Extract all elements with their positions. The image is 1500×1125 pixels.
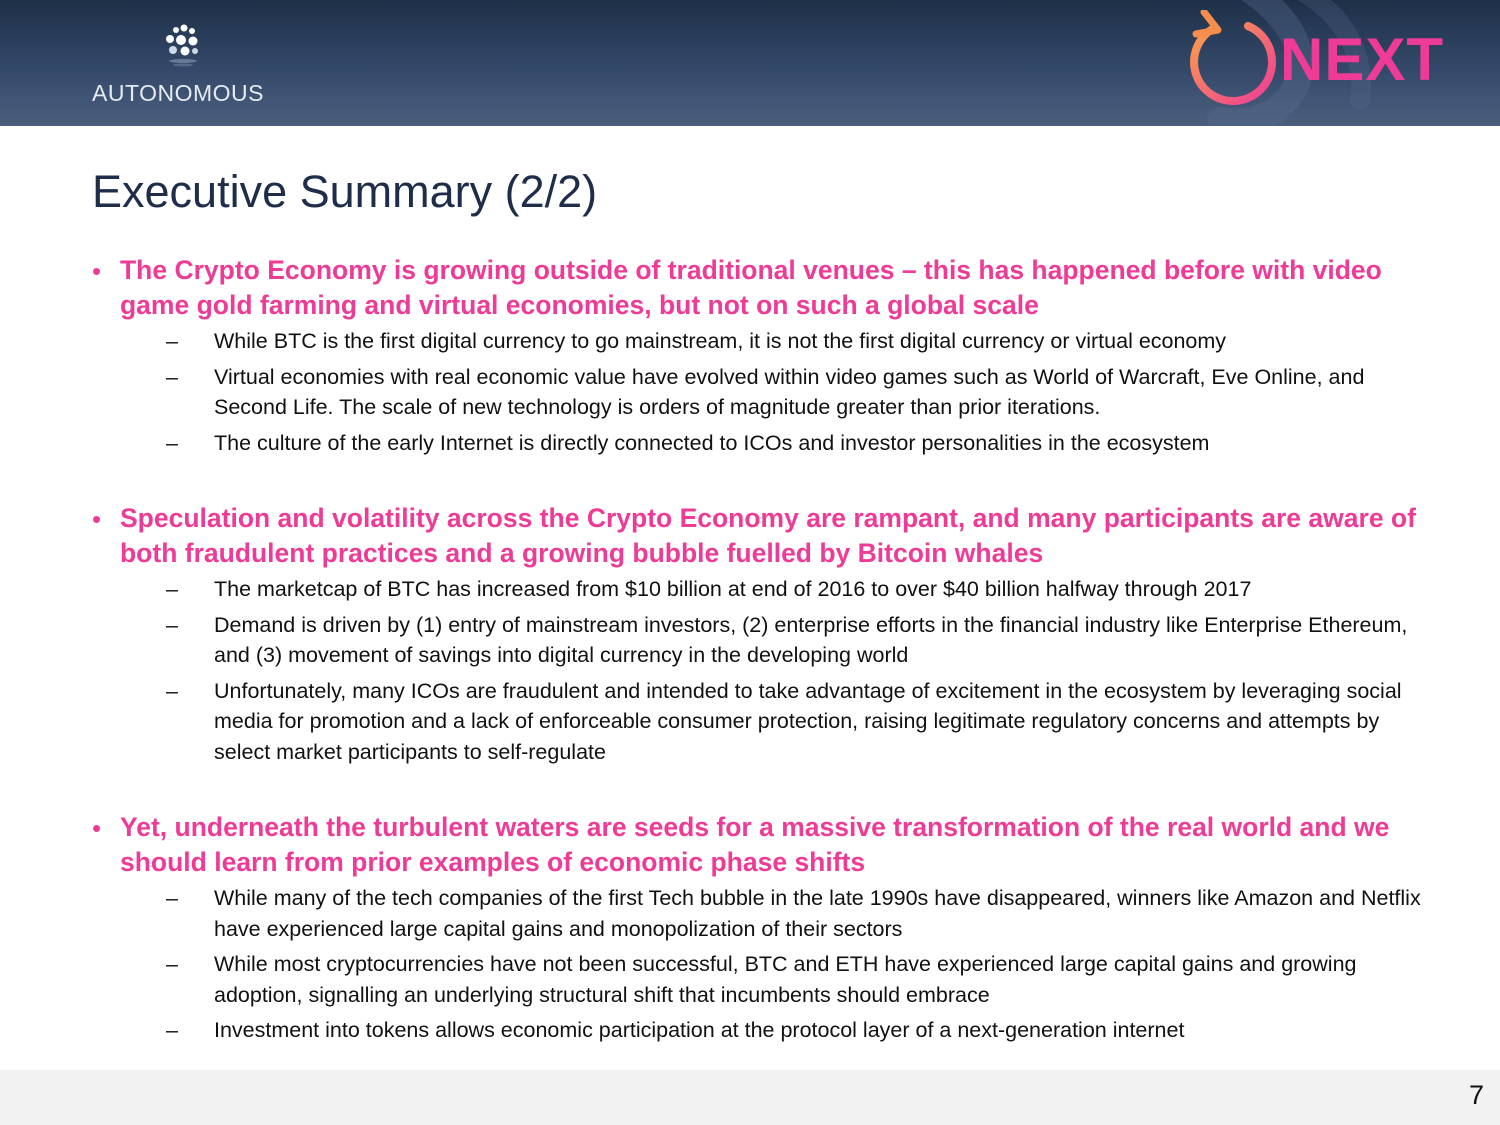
sub-bullet-text: Demand is driven by (1) entry of mainstream investors, (2) enterprise efforts in the financial industry like Enterprise Ethereum, and (3) movement of savings into digital currency in the developing world bbox=[214, 612, 1408, 667]
sub-bullet-text: While most cryptocurrencies have not been successful, BTC and ETH have experienced large capital gains and growing adoption, signalling an underlying structural shift that incumbents should embrace bbox=[214, 952, 1357, 1007]
sub-bullet-list bbox=[92, 326, 1432, 458]
sub-bullet bbox=[92, 883, 1432, 944]
bullet-point-icon: • bbox=[92, 504, 102, 534]
main-bullet bbox=[92, 501, 1432, 570]
sub-bullet-text: Unfortunately, many ICOs are fraudulent and intended to take advantage of excitement in the ecosystem by leveraging social media for promotion and a lack of enforceable consumer protection, raising legitimate regulatory concerns and attempts by select market participants to self-regulate bbox=[214, 678, 1402, 764]
next-logo-text: NEXT bbox=[1280, 26, 1445, 93]
sub-bullet-text: Virtual economies with real economic value have evolved within video games such as World of Warcraft, Eve Online, and Second Life. The scale of new technology is orders of magnitude greater than prior iterations. bbox=[214, 364, 1365, 419]
sub-bullet-list bbox=[92, 574, 1432, 767]
sub-bullet bbox=[92, 949, 1432, 1010]
slide-footer bbox=[0, 1070, 1500, 1125]
autonomous-logo bbox=[92, 24, 277, 106]
main-bullet bbox=[92, 810, 1432, 879]
main-bullet-text: The Crypto Economy is growing outside of traditional venues – this has happened before with video game gold farming and virtual economies, but not on such a global scale bbox=[120, 255, 1382, 320]
sub-bullet bbox=[92, 428, 1432, 459]
dash-icon: – bbox=[166, 430, 178, 455]
sub-bullet bbox=[92, 676, 1432, 768]
slide-header bbox=[0, 0, 1500, 126]
bullet-point-icon: • bbox=[92, 813, 102, 843]
sub-bullet bbox=[92, 610, 1432, 671]
dash-icon: – bbox=[166, 1018, 178, 1042]
sub-bullet bbox=[92, 574, 1432, 605]
dash-icon: – bbox=[166, 612, 178, 637]
sub-bullet-text: While many of the tech companies of the first Tech bubble in the late 1990s have disappeared, winners like Amazon and Netflix have experienced large capital gains and monopolization of their sectors bbox=[214, 886, 1421, 941]
dash-icon: – bbox=[166, 678, 178, 703]
sub-bullet-text: The marketcap of BTC has increased from $10 billion at end of 2016 to over $40 billion halfway through 2017 bbox=[214, 577, 1252, 601]
dash-icon: – bbox=[166, 364, 178, 389]
page-number: 7 bbox=[1468, 1080, 1484, 1110]
sub-bullet-text: Investment into tokens allows economic participation at the protocol layer of a next-generation internet bbox=[214, 1018, 1185, 1042]
circular-refresh-arrow-icon bbox=[1182, 10, 1282, 114]
sub-bullet bbox=[92, 326, 1432, 357]
dash-icon: – bbox=[166, 329, 178, 353]
dash-icon: – bbox=[166, 952, 178, 976]
autonomous-dots-logo-icon bbox=[162, 24, 204, 68]
dash-icon: – bbox=[166, 577, 178, 601]
summary-section-2 bbox=[92, 501, 1432, 767]
autonomous-logo-text: AUTONOMOUS bbox=[92, 80, 264, 106]
next-logo bbox=[1180, 10, 1450, 114]
sub-bullet-text: The culture of the early Internet is directly connected to ICOs and investor personalities in the ecosystem bbox=[214, 430, 1210, 455]
main-bullet bbox=[92, 253, 1432, 322]
main-bullet-text: Speculation and volatility across the Crypto Economy are rampant, and many participants are aware of both fraudulent practices and a growing bubble fuelled by Bitcoin whales bbox=[120, 503, 1416, 568]
sub-bullet bbox=[92, 362, 1432, 423]
summary-section-1 bbox=[92, 253, 1432, 458]
dash-icon: – bbox=[166, 886, 178, 910]
summary-section-3 bbox=[92, 810, 1432, 1046]
bullet-point-icon: • bbox=[92, 256, 102, 286]
sub-bullet bbox=[92, 1015, 1432, 1046]
slide-title: Executive Summary (2/2) bbox=[92, 166, 598, 217]
summary-content bbox=[92, 253, 1432, 1046]
sub-bullet-list bbox=[92, 883, 1432, 1046]
main-bullet-text: Yet, underneath the turbulent waters are seeds for a massive transformation of the real world and we should learn from prior examples of economic phase shifts bbox=[120, 812, 1390, 877]
sub-bullet-text: While BTC is the first digital currency to go mainstream, it is not the first digital currency or virtual economy bbox=[214, 329, 1227, 353]
